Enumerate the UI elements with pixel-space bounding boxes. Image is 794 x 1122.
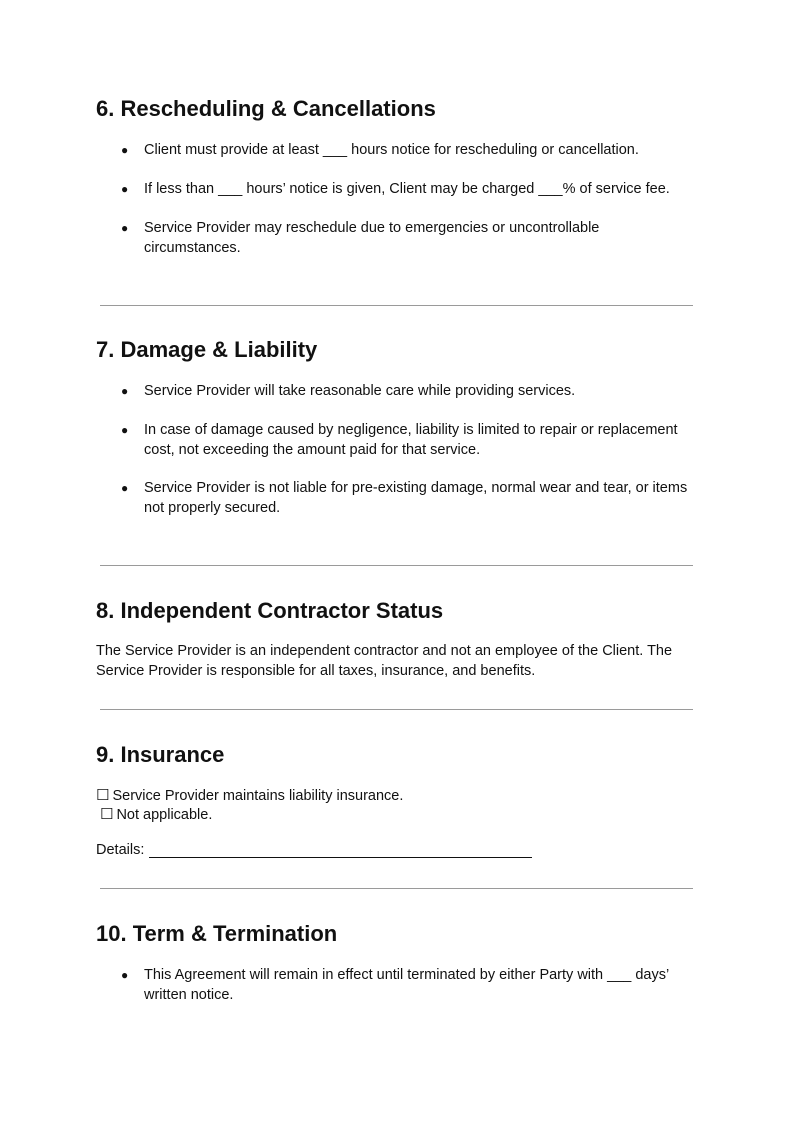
- section-9-heading: 9. Insurance: [96, 742, 225, 767]
- insurance-option-maintained[interactable]: [96, 786, 403, 807]
- list-item-text: Service Provider may reschedule due to emergencies or uncontrollable circumstances.: [144, 220, 600, 256]
- details-blank-field[interactable]: [149, 857, 532, 858]
- list-item-text: Client must provide at least ___ hours notice for rescheduling or cancellation.: [144, 142, 639, 158]
- list-item: [121, 421, 696, 460]
- bullet-icon: ●: [121, 143, 129, 157]
- option-label: Not applicable.: [116, 807, 213, 823]
- section-10-heading: 10. Term & Termination: [96, 921, 338, 946]
- checkbox-icon[interactable]: ☐: [100, 806, 114, 823]
- list-item-text: This Agreement will remain in effect until terminated by either Party with ___ days’ written notice.: [144, 967, 669, 1003]
- section-8-paragraph: The Service Provider is an independent contractor and not an employee of the Client. The Service Provider is responsible for all taxes, insurance, and benefits.: [96, 643, 673, 679]
- bullet-icon: ●: [121, 968, 129, 982]
- list-item: [121, 180, 696, 200]
- option-label: Service Provider maintains liability insurance.: [112, 788, 404, 804]
- list-item: [121, 141, 696, 161]
- checkbox-icon[interactable]: ☐: [96, 787, 110, 804]
- list-item: [121, 219, 624, 258]
- section-6-heading: 6. Rescheduling & Cancellations: [96, 96, 436, 121]
- details-label: Details:: [96, 842, 145, 858]
- bullet-icon: ●: [121, 182, 129, 196]
- list-item: [121, 966, 684, 1005]
- bullet-icon: ●: [121, 423, 129, 437]
- list-item: [121, 479, 696, 518]
- list-item-text: Service Provider is not liable for pre-existing damage, normal wear and tear, or items not properly secured.: [144, 480, 688, 516]
- section-8-heading: 8. Independent Contractor Status: [96, 598, 444, 623]
- insurance-option-not-applicable[interactable]: [100, 805, 212, 826]
- list-item-text: If less than ___ hours’ notice is given, Client may be charged ___% of service fee.: [144, 181, 670, 197]
- section-7-heading: 7. Damage & Liability: [96, 337, 318, 362]
- section-divider: [100, 709, 693, 710]
- list-item-text: In case of damage caused by negligence, liability is limited to repair or replacement cost, not exceeding the amount paid for that service.: [144, 422, 678, 458]
- section-divider: [100, 888, 693, 889]
- bullet-icon: ●: [121, 221, 129, 235]
- bullet-icon: ●: [121, 481, 129, 495]
- list-item: [121, 382, 696, 402]
- section-divider: [100, 565, 693, 566]
- section-divider: [100, 305, 693, 306]
- bullet-icon: ●: [121, 384, 129, 398]
- list-item-text: Service Provider will take reasonable care while providing services.: [144, 383, 576, 399]
